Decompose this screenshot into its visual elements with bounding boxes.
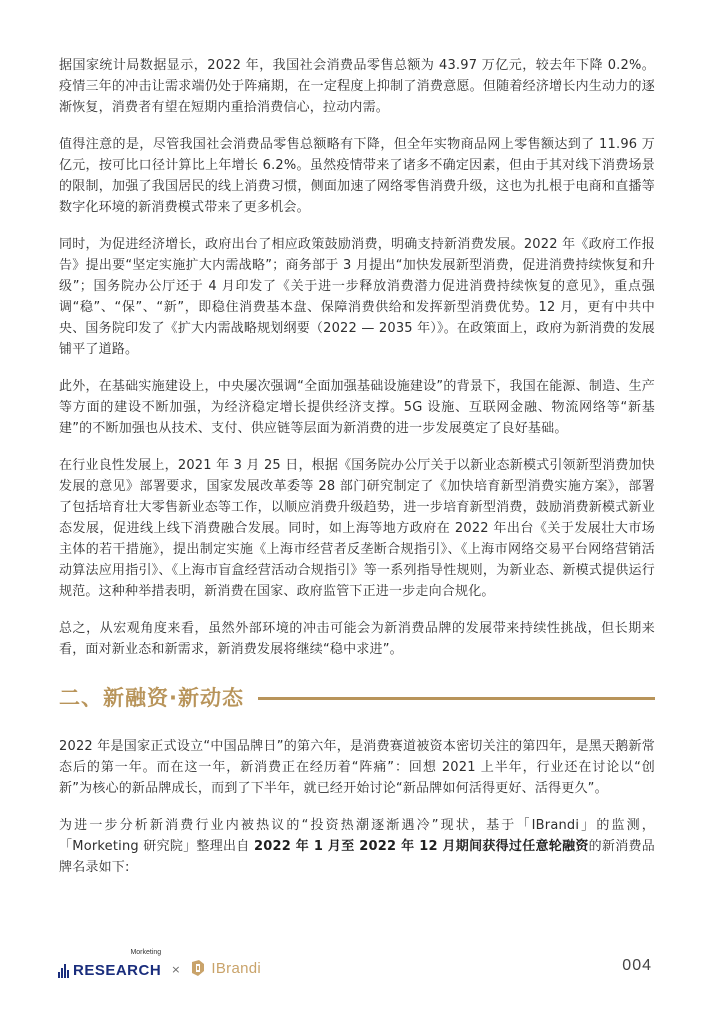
research-bars-icon [58, 964, 70, 978]
ibrandi-logo-icon [190, 959, 206, 977]
times-sign: × [171, 962, 181, 976]
main-content [59, 55, 655, 894]
ibrandi-logo [190, 953, 261, 977]
morketing-research-logo [58, 949, 162, 979]
section-title: 二、新融资·新动态 [59, 686, 244, 710]
section-divider [258, 697, 655, 700]
paragraph-8-text-a: 为进一步分析新消费行业内被热议的“投资热潮逐渐遇冷”现状，基于「IBrandi」的监测，「Morketing 研究院」整理出自 [59, 818, 655, 854]
paragraph-8 [59, 815, 655, 878]
paragraph-3: 同时，为促进经济增长，政府出台了相应政策鼓励消费，明确支持新消费发展。2022 年《政府工作报告》提出要“坚定实施扩大内需战略”；商务部于 3 月提出“加快发展新型消费，促进消费持续恢复和升级”；国务院办公厅还于 4 月印发了《关于进一步释放消费潜力促进消费持续恢复的意见》，重点强调“稳”、“保”、“新”，即稳住消费基本盘、保障消费供给和发挥新型消费优势。12 月，更有中共中央、国务院印发了《扩大内需战略规划纲要（2022 — 2035 年）》。在政策面上，政府为新消费的发展铺平了道路。 [59, 237, 655, 357]
section-heading [59, 682, 655, 712]
logo-small-text: Morketing [130, 949, 162, 956]
logo-research-text: RESEARCH [73, 962, 162, 979]
paragraph-5: 在行业良性发展上，2021 年 3 月 25 日，根据《国务院办公厅关于以新业态新模式引领新型消费加快发展的意见》部署要求，国家发展改革委等 28 部门研究制定了《加快培育新型消费实施方案》，部署了包括培育壮大零售新业态等工作，以顺应消费升级趋势，进一步培育新型消费，鼓励消费新模式新业态发展，促进线上线下消费融合发展。同时，如上海等地方政府在 2022 年出台《关于发展壮大市场主体的若干措施》，提出制定实施《上海市经营者反垄断合规指引》、《上海市网络交易平台网络营销活动算法应用指引》、《上海市盲盒经营活动合规指引》等一系列指导性规则，为新业态、新模式提供运行规范。这种种举措表明，新消费在国家、政府监管下正进一步走向合规化。 [59, 458, 655, 599]
ibrandi-text: IBrandi [211, 959, 262, 977]
footer [58, 950, 652, 980]
paragraph-4: 此外，在基础实施建设上，中央屡次强调“全面加强基础设施建设”的背景下，我国在能源、制造、生产等方面的建设不断加强，为经济稳定增长提供经济支撑。5G 设施、互联网金融、物流网络等“新基建”的不断加强也从技术、支付、供应链等层面为新消费的进一步发展奠定了良好基础。 [59, 379, 655, 436]
paragraph-2: 值得注意的是，尽管我国社会消费品零售总额略有下降，但全年实物商品网上零售额达到了 11.96 万亿元，按可比口径计算比上年增长 6.2%。虽然疫情带来了诸多不确定因素，但由于其对线下消费场景的限制，加强了我国居民的线上消费习惯，侧面加速了网络零售消费升级，这也为扎根于电商和直播等数字化环境的新消费模式带来了更多机会。 [59, 137, 655, 215]
page-number: 004 [622, 957, 652, 974]
paragraph-8-text-b: 的新消费品牌名录如下: [59, 839, 655, 875]
paragraph-6: 总之，从宏观角度来看，虽然外部环境的冲击可能会为新消费品牌的发展带来持续性挑战，但长期来看，面对新业态和新需求，新消费发展将继续“稳中求进”。 [59, 621, 655, 657]
paragraph-8-bold: 2022 年 1 月至 2022 年 12 月期间获得过任意轮融资 [253, 839, 589, 854]
paragraph-1: 据国家统计局数据显示，2022 年，我国社会消费品零售总额为 43.97 万亿元，较去年下降 0.2%。疫情三年的冲击让需求端仍处于阵痛期，在一定程度上抑制了消费意愿。但随着经济增长内生动力的逐渐恢复，消费者有望在短期内重拾消费信心，拉动内需。 [59, 58, 655, 115]
paragraph-7: 2022 年是国家正式设立“中国品牌日”的第六年，是消费赛道被资本密切关注的第四年，是黑天鹅新常态后的第一年。而在这一年，新消费正在经历着“阵痛”：回想 2021 上半年，行业还在讨论以“创新”为核心的新品牌成长，而到了下半年，就已经开始讨论“新品牌如何活得更好、活得更久”。 [59, 739, 655, 796]
